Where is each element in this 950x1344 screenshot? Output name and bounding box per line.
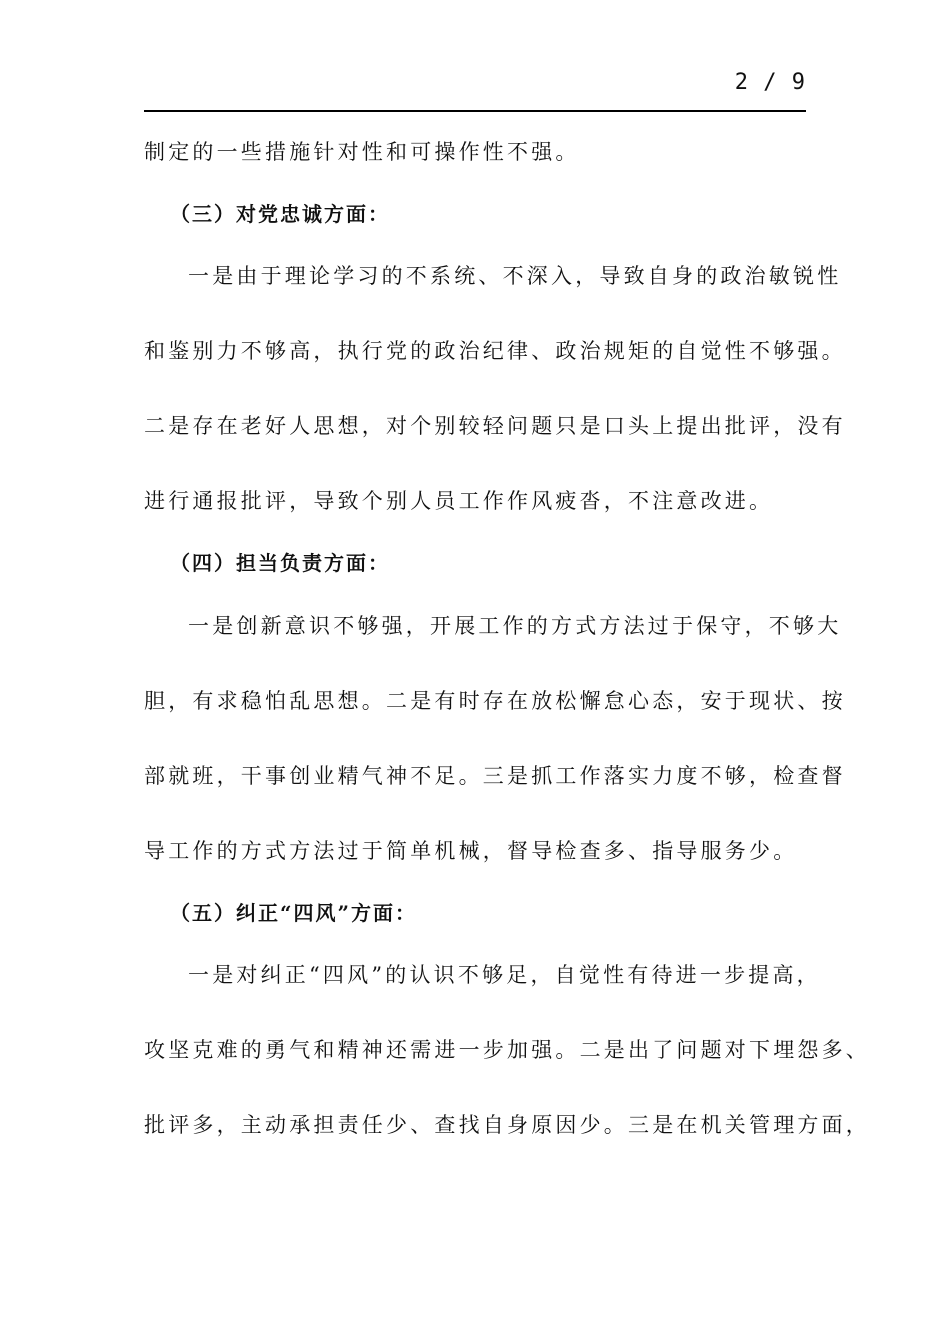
body-line: 攻坚克难的勇气和精神还需进一步加强。二是出了问题对下埋怨多、	[144, 1038, 870, 1062]
header-rule	[144, 110, 806, 112]
section-heading: （五）纠正“四风”方面：	[170, 901, 418, 925]
section-heading: （四）担当负责方面：	[170, 551, 390, 575]
body-line: 二是存在老好人思想，对个别较轻问题只是口头上提出批评，没有	[144, 414, 846, 438]
body-line: 和鉴别力不够高，执行党的政治纪律、政治规矩的自觉性不够强。	[144, 339, 846, 363]
body-line: 进行通报批评，导致个别人员工作作风疲沓，不注意改进。	[144, 489, 774, 513]
body-line: 一是对纠正“四风”的认识不够足，自觉性有待进一步提高，	[188, 963, 821, 987]
body-line: 部就班，干事创业精气神不足。三是抓工作落实力度不够，检查督	[144, 764, 846, 788]
body-line: 导工作的方式方法过于简单机械，督导检查多、指导服务少。	[144, 839, 798, 863]
body-line: 制定的一些措施针对性和可操作性不强。	[144, 140, 580, 164]
body-line: 一是创新意识不够强，开展工作的方式方法过于保守，不够大	[188, 614, 842, 638]
body-line: 批评多，主动承担责任少、查找自身原因少。三是在机关管理方面，	[144, 1113, 870, 1137]
section-heading: （三）对党忠诚方面：	[170, 202, 390, 226]
page-number: 2 / 9	[734, 70, 806, 95]
body-line: 一是由于理论学习的不系统、不深入，导致自身的政治敏锐性	[188, 264, 842, 288]
body-line: 胆，有求稳怕乱思想。二是有时存在放松懈怠心态，安于现状、按	[144, 689, 846, 713]
